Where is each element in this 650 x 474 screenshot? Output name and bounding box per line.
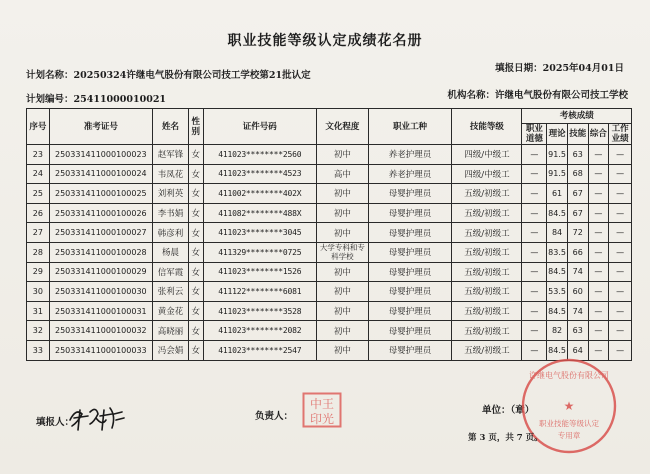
cell-comprehensive: — (588, 301, 609, 321)
cell-level: 五级/初级工 (452, 242, 522, 262)
responsible-label: 负责人： (255, 411, 294, 422)
cell-level: 五级/初级工 (452, 262, 522, 282)
cell-seq: 31 (27, 301, 50, 321)
header-cert-no: 证件号码 (203, 109, 317, 145)
cell-job: 养老护理员 (368, 145, 452, 165)
cell-gender: 女 (189, 262, 203, 282)
cell-comprehensive: — (588, 282, 609, 302)
cell-cert-no: 411023********3528 (203, 301, 317, 321)
cell-theory: 61 (547, 184, 568, 204)
cell-gender: 女 (189, 223, 203, 243)
cell-seq: 23 (27, 145, 50, 165)
cell-theory: 84.5 (547, 203, 568, 223)
cell-ethics: — (522, 321, 547, 341)
table-row (27, 301, 632, 321)
cell-level: 四级/中级工 (452, 164, 522, 184)
cell-skill: 66 (567, 242, 588, 262)
cell-cert-no: 411023********1526 (203, 262, 317, 282)
cell-cert-no: 411023********3045 (203, 223, 317, 243)
cell-comprehensive: — (588, 340, 609, 360)
cell-education: 初中 (317, 282, 369, 302)
cell-work-perf: — (609, 184, 632, 204)
cell-name: 杨晨 (152, 242, 188, 262)
cell-job: 母婴护理员 (368, 321, 452, 341)
cell-work-perf: — (609, 145, 632, 165)
svg-text:印光: 印光 (309, 412, 335, 426)
header-level: 技能等级 (452, 109, 522, 145)
cell-level: 五级/初级工 (452, 223, 522, 243)
cell-ethics: — (522, 262, 547, 282)
cell-seq: 28 (27, 242, 50, 262)
header-job: 职业工种 (368, 109, 452, 145)
cell-theory: 53.5 (547, 282, 568, 302)
svg-text:许继电气股份有限公司: 许继电气股份有限公司 (529, 371, 609, 380)
cell-job: 母婴护理员 (368, 184, 452, 204)
cell-exam-no: 250331411000100026 (49, 203, 152, 223)
cell-gender: 女 (189, 321, 203, 341)
cell-work-perf: — (609, 340, 632, 360)
cell-education: 初中 (317, 321, 369, 341)
cell-comprehensive: — (588, 262, 609, 282)
unit-label: 单位：（章） (482, 405, 535, 416)
cell-comprehensive: — (588, 145, 609, 165)
cell-job: 母婴护理员 (368, 340, 452, 360)
svg-text:职业技能等级认定: 职业技能等级认定 (539, 419, 599, 428)
fill-date: 填报日期：2025年04月01日 (495, 63, 624, 74)
filler-label: 填报人： (36, 417, 75, 428)
table-row (27, 184, 632, 204)
cell-level: 五级/初级工 (452, 184, 522, 204)
cell-theory: 84.5 (547, 262, 568, 282)
cell-cert-no: 411082********488X (203, 203, 317, 223)
cell-ethics: — (522, 184, 547, 204)
cell-job: 母婴护理员 (368, 242, 452, 262)
cell-ethics: — (522, 164, 547, 184)
cell-cert-no: 411023********2082 (203, 321, 317, 341)
cell-seq: 27 (27, 223, 50, 243)
cell-exam-no: 250331411000100024 (49, 164, 152, 184)
cell-education: 大学专科和专科学校 (317, 242, 369, 262)
score-table (26, 108, 632, 361)
cell-name: 赵军锋 (152, 145, 188, 165)
cell-skill: 74 (567, 301, 588, 321)
cell-ethics: — (522, 282, 547, 302)
cell-theory: 91.5 (547, 164, 568, 184)
cell-seq: 29 (27, 262, 50, 282)
cell-ethics: — (522, 301, 547, 321)
cell-skill: 68 (567, 164, 588, 184)
table-row (27, 203, 632, 223)
table-row (27, 145, 632, 165)
cell-ethics: — (522, 340, 547, 360)
cell-education: 初中 (317, 145, 369, 165)
cell-comprehensive: — (588, 203, 609, 223)
cell-skill: 72 (567, 223, 588, 243)
cell-comprehensive: — (588, 164, 609, 184)
cell-exam-no: 250331411000100030 (49, 282, 152, 302)
cell-theory: 84 (547, 223, 568, 243)
cell-name: 刘利英 (152, 184, 188, 204)
cell-job: 养老护理员 (368, 164, 452, 184)
cell-skill: 63 (567, 145, 588, 165)
page-title: 职业技能等级认定成绩花名册 (227, 33, 423, 49)
header-skill: 技能 (567, 124, 588, 145)
cell-seq: 25 (27, 184, 50, 204)
cell-gender: 女 (189, 301, 203, 321)
cell-work-perf: — (609, 301, 632, 321)
cell-level: 五级/初级工 (452, 321, 522, 341)
cell-gender: 女 (189, 282, 203, 302)
cell-skill: 74 (567, 262, 588, 282)
cell-education: 初中 (317, 184, 369, 204)
cell-education: 初中 (317, 262, 369, 282)
header-name: 姓名 (152, 109, 188, 145)
cell-job: 母婴护理员 (368, 262, 452, 282)
plan-name: 计划名称：20250324许继电气股份有限公司技工学校第21批认定 (26, 70, 311, 81)
cell-seq: 24 (27, 164, 50, 184)
cell-cert-no: 411023********2547 (203, 340, 317, 360)
cell-job: 母婴护理员 (368, 223, 452, 243)
cell-job: 母婴护理员 (368, 203, 452, 223)
svg-text:专用章: 专用章 (557, 431, 581, 440)
cell-gender: 女 (189, 242, 203, 262)
cell-level: 五级/初级工 (452, 282, 522, 302)
table-row (27, 321, 632, 341)
cell-comprehensive: — (588, 223, 609, 243)
cell-education: 初中 (317, 301, 369, 321)
header-gender: 性别 (189, 109, 203, 145)
cell-work-perf: — (609, 321, 632, 341)
cell-job: 母婴护理员 (368, 301, 452, 321)
header-ethics: 职业道德 (522, 124, 547, 145)
header-comprehensive: 综合 (588, 124, 609, 145)
cell-name: 韦凤花 (152, 164, 188, 184)
cell-exam-no: 250331411000100025 (49, 184, 152, 204)
cell-ethics: — (522, 242, 547, 262)
cell-seq: 32 (27, 321, 50, 341)
cell-name: 信军霞 (152, 262, 188, 282)
table-row (27, 262, 632, 282)
page-number: 第 3 页，共 7 页。 (468, 433, 543, 443)
org-name: 机构名称：许继电气股份有限公司技工学校 (447, 90, 628, 101)
header-exam-no: 准考证号 (49, 109, 152, 145)
cell-exam-no: 250331411000100029 (49, 262, 152, 282)
cell-name: 李书娟 (152, 203, 188, 223)
cell-skill: 67 (567, 203, 588, 223)
cell-education: 初中 (317, 340, 369, 360)
cell-comprehensive: — (588, 242, 609, 262)
cell-ethics: — (522, 223, 547, 243)
cell-exam-no: 250331411000100027 (49, 223, 152, 243)
cell-level: 四级/中级工 (452, 145, 522, 165)
header-education: 文化程度 (317, 109, 369, 145)
table-row (27, 223, 632, 243)
cell-gender: 女 (189, 184, 203, 204)
header-seq: 序号 (27, 109, 50, 145)
cell-name: 张利云 (152, 282, 188, 302)
cell-theory: 84.5 (547, 340, 568, 360)
cell-skill: 64 (567, 340, 588, 360)
cell-gender: 女 (189, 203, 203, 223)
svg-text:★: ★ (563, 399, 575, 413)
cell-cert-no: 411002********402X (203, 184, 317, 204)
cell-work-perf: — (609, 223, 632, 243)
cell-skill: 67 (567, 184, 588, 204)
cell-exam-no: 250331411000100023 (49, 145, 152, 165)
cell-education: 初中 (317, 203, 369, 223)
cell-cert-no: 411023********2560 (203, 145, 317, 165)
cell-level: 五级/初级工 (452, 340, 522, 360)
cell-theory: 91.5 (547, 145, 568, 165)
cell-name: 黄金花 (152, 301, 188, 321)
cell-skill: 63 (567, 321, 588, 341)
cell-exam-no: 250331411000100028 (49, 242, 152, 262)
responsible-seal (302, 392, 342, 428)
cell-seq: 26 (27, 203, 50, 223)
cell-comprehensive: — (588, 321, 609, 341)
cell-theory: 82 (547, 321, 568, 341)
cell-exam-no: 250331411000100031 (49, 301, 152, 321)
handwritten-signature (66, 400, 128, 434)
cell-comprehensive: — (588, 184, 609, 204)
cell-seq: 30 (27, 282, 50, 302)
cell-work-perf: — (609, 282, 632, 302)
cell-gender: 女 (189, 145, 203, 165)
cell-work-perf: — (609, 242, 632, 262)
cell-theory: 83.5 (547, 242, 568, 262)
cell-name: 高晓丽 (152, 321, 188, 341)
cell-level: 五级/初级工 (452, 203, 522, 223)
cell-job: 母婴护理员 (368, 282, 452, 302)
plan-code: 计划编号：25411000010021 (26, 94, 167, 105)
cell-name: 韩彦利 (152, 223, 188, 243)
cell-theory: 84.5 (547, 301, 568, 321)
cell-work-perf: — (609, 203, 632, 223)
cell-exam-no: 250331411000100033 (49, 340, 152, 360)
table-row (27, 242, 632, 262)
cell-ethics: — (522, 145, 547, 165)
header-work-perf: 工作业绩 (609, 124, 632, 145)
header-scores-group: 考核成绩 (522, 109, 632, 124)
cell-gender: 女 (189, 340, 203, 360)
table-row (27, 164, 632, 184)
cell-skill: 60 (567, 282, 588, 302)
cell-seq: 33 (27, 340, 50, 360)
table-row (27, 282, 632, 302)
cell-ethics: — (522, 203, 547, 223)
cell-work-perf: — (609, 262, 632, 282)
cell-work-perf: — (609, 164, 632, 184)
cell-education: 初中 (317, 223, 369, 243)
header-theory: 理论 (547, 124, 568, 145)
cell-cert-no: 411122********6081 (203, 282, 317, 302)
cell-exam-no: 250331411000100032 (49, 321, 152, 341)
svg-text:中王: 中王 (309, 397, 335, 411)
cell-cert-no: 411023********4523 (203, 164, 317, 184)
cell-name: 冯会娟 (152, 340, 188, 360)
cell-gender: 女 (189, 164, 203, 184)
cell-cert-no: 411329********0725 (203, 242, 317, 262)
cell-education: 高中 (317, 164, 369, 184)
cell-level: 五级/初级工 (452, 301, 522, 321)
